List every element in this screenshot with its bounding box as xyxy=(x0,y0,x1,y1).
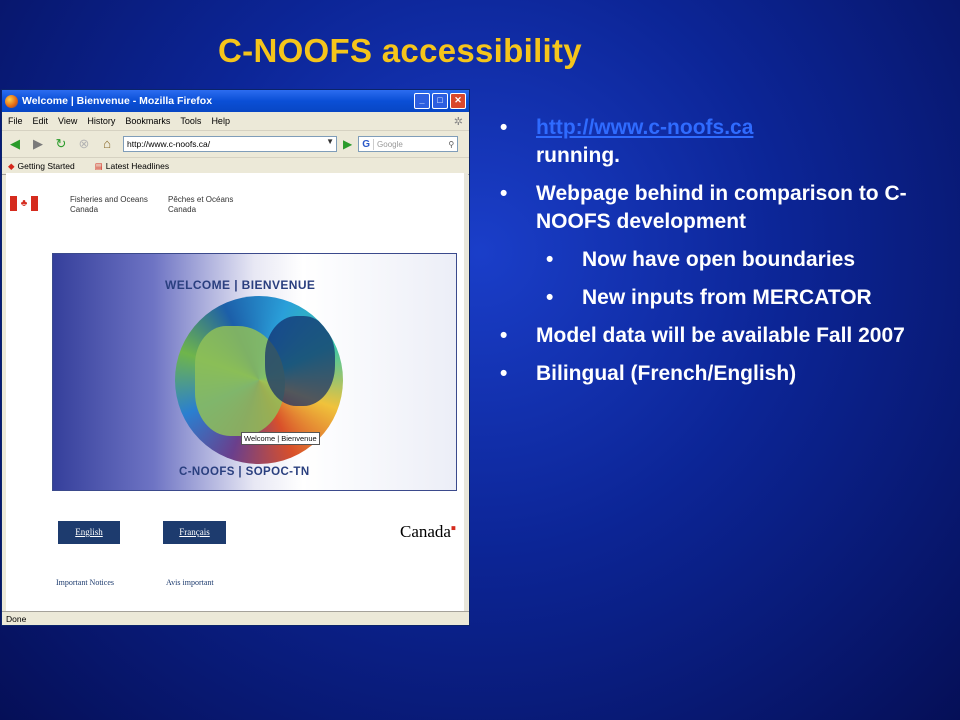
firefox-icon xyxy=(5,95,18,108)
bullet-site xyxy=(500,114,940,170)
reload-icon[interactable]: ↻ xyxy=(55,136,67,151)
bullet-model-data: • Model data will be available Fall 2007 xyxy=(500,322,940,350)
bookmark-label: Latest Headlines xyxy=(105,160,170,171)
banner-welcome: WELCOME | BIENVENUE xyxy=(165,278,316,292)
menu-history[interactable]: History xyxy=(87,116,116,126)
dept-name-fr: Pêches et Océans Canada xyxy=(168,195,234,214)
site-link[interactable]: http://www.c-noofs.ca xyxy=(536,116,754,139)
minimize-icon[interactable]: _ xyxy=(414,93,430,109)
canada-wordmark-text: Canada xyxy=(400,522,451,541)
bullet-bilingual: • Bilingual (French/English) xyxy=(500,360,940,388)
banner-label: Welcome | Bienvenue xyxy=(241,432,320,445)
maximize-icon[interactable]: □ xyxy=(432,93,448,109)
menu-help[interactable]: Help xyxy=(211,116,230,126)
home-icon[interactable]: ⌂ xyxy=(103,136,111,151)
bookmark-getting-started[interactable] xyxy=(8,161,85,172)
bullet-open-boundaries: • Now have open boundaries xyxy=(546,246,940,274)
navigation-toolbar xyxy=(2,131,469,158)
close-icon[interactable]: ✕ xyxy=(450,93,466,109)
chevron-down-icon[interactable]: ▼ xyxy=(326,137,334,146)
bookmark-latest-headlines[interactable] xyxy=(95,161,179,172)
google-icon[interactable]: G xyxy=(359,139,374,150)
bookmark-icon: ◆ xyxy=(8,160,15,171)
menu-view[interactable]: View xyxy=(58,116,78,126)
throbber-icon: ✲ xyxy=(453,115,463,128)
notices-en-link[interactable]: Important Notices xyxy=(56,578,114,587)
running-text: running. xyxy=(536,144,620,167)
search-placeholder: Google xyxy=(377,139,403,149)
go-icon[interactable]: ▶ xyxy=(343,137,353,151)
back-arrow-icon[interactable]: ◀ xyxy=(10,136,20,151)
search-icon[interactable]: ⚲ xyxy=(448,139,455,149)
menu-file[interactable]: File xyxy=(8,116,23,126)
menu-edit[interactable]: Edit xyxy=(32,116,49,126)
url-input[interactable] xyxy=(123,136,337,152)
canada-flag-icon: ♣ xyxy=(10,196,38,211)
bullet-webpage-behind: • Webpage behind in comparison to C-NOOFS development xyxy=(500,180,940,236)
francais-button[interactable]: Français xyxy=(163,521,226,544)
forward-arrow-icon[interactable]: ▶ xyxy=(33,136,43,151)
bullet-mercator: • New inputs from MERCATOR xyxy=(546,284,940,312)
notices-fr-link[interactable]: Avis important xyxy=(166,578,214,587)
english-button[interactable]: English xyxy=(58,521,120,544)
scrollbar[interactable] xyxy=(464,173,468,613)
canada-wordmark: Canada■ xyxy=(400,522,456,541)
slide-title: C-NOOFS accessibility xyxy=(218,32,582,69)
url-text: http://www.c-noofs.ca/ xyxy=(127,139,211,149)
bullet-list xyxy=(500,114,940,398)
dept-name-en: Fisheries and Oceans Canada xyxy=(70,195,148,214)
bookmark-label: Getting Started xyxy=(17,160,75,171)
search-input[interactable] xyxy=(358,136,458,152)
browser-titlebar[interactable] xyxy=(2,90,469,112)
stop-icon[interactable]: ⊗ xyxy=(78,136,90,151)
banner-name: C-NOOFS | SOPOC-TN xyxy=(179,466,310,478)
rss-icon: ▤ xyxy=(94,160,103,171)
menu-bookmarks[interactable]: Bookmarks xyxy=(125,116,171,126)
window-title: Welcome | Bienvenue - Mozilla Firefox xyxy=(22,95,213,107)
welcome-banner[interactable] xyxy=(52,253,457,491)
menu-bar xyxy=(2,112,469,131)
browser-window xyxy=(1,89,470,626)
menu-tools[interactable]: Tools xyxy=(180,116,202,126)
status-bar: Done xyxy=(2,611,469,625)
